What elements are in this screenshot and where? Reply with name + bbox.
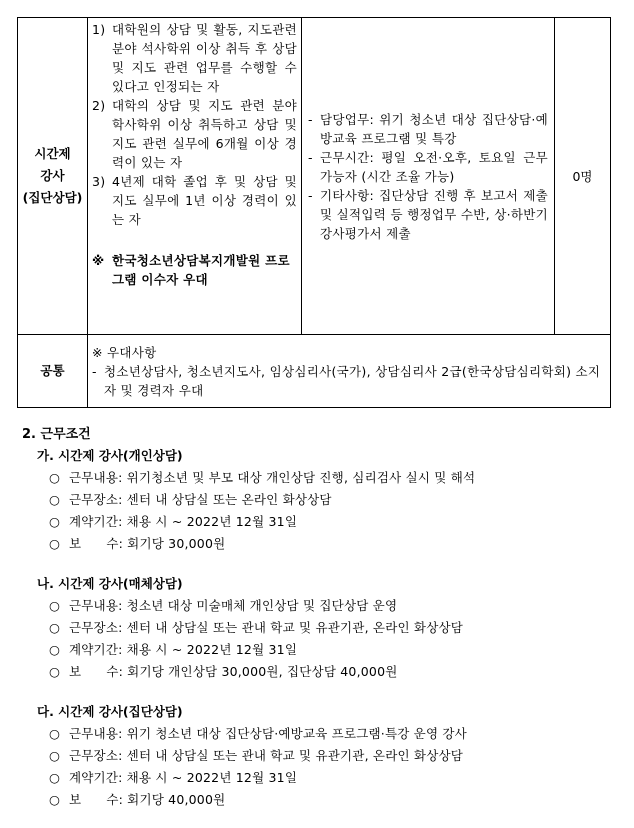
list-item bbox=[308, 186, 548, 243]
list-item bbox=[49, 723, 622, 745]
item-text: 근무내용: 위기 청소년 대상 집단상담·예방교육 프로그램·특강 운영 강사 bbox=[69, 726, 467, 741]
note-text: 한국청소년상담복지개발원 프로그램 이수자 우대 bbox=[112, 253, 290, 287]
duties-list bbox=[308, 110, 548, 243]
circle-bullet-icon: ○ bbox=[49, 620, 61, 635]
list-item bbox=[49, 789, 622, 811]
common-label: 공통 bbox=[40, 363, 65, 378]
headcount-cell bbox=[555, 18, 611, 335]
circle-bullet-icon: ○ bbox=[49, 792, 61, 807]
list-item bbox=[49, 745, 622, 767]
subsection-title: 가. 시간제 강사(개인상담) bbox=[37, 448, 183, 463]
preference-title: ※ 우대사항 bbox=[92, 344, 157, 360]
requirement-text: 대학의 상담 및 지도 관련 분야 학사학위 이상 취득하고 상담 및 지도 관련 실무에 6개월 이상 경력이 있는 자 bbox=[112, 98, 297, 170]
list-item bbox=[49, 617, 622, 639]
list-item bbox=[49, 467, 622, 489]
list-item bbox=[92, 172, 297, 229]
duty-text: 기타사항: 집단상담 진행 후 보고서 제출 및 실적입력 등 행정업무 수반, 상·하반기 강사평가서 제출 bbox=[320, 187, 548, 241]
dash-mark: - bbox=[308, 111, 313, 127]
list-item bbox=[49, 639, 622, 661]
list-item bbox=[49, 767, 622, 789]
duty-text: 근무시간: 평일 오전·오후, 토요일 근무가능자 (시간 조율 가능) bbox=[320, 149, 548, 184]
work-conditions-section bbox=[22, 425, 622, 811]
dash-mark: - bbox=[92, 363, 97, 379]
item-text: 근무장소: 센터 내 상담실 또는 관내 학교 및 유관기관, 온라인 화상상담 bbox=[69, 620, 464, 635]
list-item bbox=[49, 533, 622, 555]
common-label-cell bbox=[18, 335, 88, 408]
subsection-title: 다. 시간제 강사(집단상담) bbox=[37, 704, 183, 719]
list-item bbox=[49, 661, 622, 683]
preference-note bbox=[92, 251, 297, 289]
position-label-cell bbox=[18, 18, 88, 335]
circle-bullet-icon: ○ bbox=[49, 514, 61, 529]
item-text: 근무장소: 센터 내 상담실 또는 온라인 화상상담 bbox=[69, 492, 332, 507]
position-label-line: 강사 bbox=[40, 168, 65, 183]
item-number: 2) bbox=[92, 98, 106, 113]
requirement-text: 4년제 대학 졸업 후 및 상담 및 지도 실무에 1년 이상 경력이 있는 자 bbox=[112, 174, 297, 227]
position-label-line: 시간제 bbox=[34, 146, 71, 161]
duty-text: 담당업무: 위기 청소년 대상 집단상담·예방교육 프로그램 및 특강 bbox=[320, 111, 548, 146]
item-text: 보 수: 회기당 30,000원 bbox=[69, 536, 226, 551]
list-item bbox=[308, 110, 548, 148]
item-text: 근무내용: 청소년 대상 미술매체 개인상담 및 집단상담 운영 bbox=[69, 598, 398, 613]
list-item bbox=[92, 96, 297, 172]
circle-bullet-icon: ○ bbox=[49, 492, 61, 507]
common-preference-cell bbox=[88, 335, 611, 408]
list-item bbox=[49, 595, 622, 617]
subsection-individual bbox=[37, 445, 622, 555]
subsection-title: 나. 시간제 강사(매체상담) bbox=[37, 576, 183, 591]
circle-bullet-icon: ○ bbox=[49, 770, 61, 785]
circle-bullet-icon: ○ bbox=[49, 536, 61, 551]
circle-bullet-icon: ○ bbox=[49, 748, 61, 763]
recruitment-table bbox=[17, 17, 611, 408]
item-text: 근무내용: 위기청소년 및 부모 대상 개인상담 진행, 심리검사 실시 및 해석 bbox=[69, 470, 476, 485]
duties-cell bbox=[302, 18, 555, 335]
subsection-group bbox=[37, 701, 622, 811]
headcount-value: 0명 bbox=[572, 169, 593, 184]
circle-bullet-icon: ○ bbox=[49, 642, 61, 657]
requirements-list bbox=[92, 20, 297, 229]
circle-bullet-icon: ○ bbox=[49, 664, 61, 679]
item-number: 1) bbox=[92, 22, 106, 37]
requirements-cell bbox=[88, 18, 302, 335]
item-text: 계약기간: 채용 시 ~ 2022년 12월 31일 bbox=[69, 514, 298, 529]
section-title: 2. 근무조건 bbox=[22, 427, 91, 442]
preference-line bbox=[92, 362, 606, 400]
subsection-media bbox=[37, 573, 622, 683]
table-row bbox=[18, 335, 611, 408]
circle-bullet-icon: ○ bbox=[49, 470, 61, 485]
position-label-line: (집단상담) bbox=[22, 190, 83, 205]
table-row bbox=[18, 18, 611, 335]
dash-mark: - bbox=[308, 187, 313, 203]
item-text: 근무장소: 센터 내 상담실 또는 관내 학교 및 유관기관, 온라인 화상상담 bbox=[69, 748, 464, 763]
list-item bbox=[49, 489, 622, 511]
list-item bbox=[49, 511, 622, 533]
item-text: 계약기간: 채용 시 ~ 2022년 12월 31일 bbox=[69, 642, 298, 657]
item-text: 보 수: 회기당 40,000원 bbox=[69, 792, 226, 807]
list-item bbox=[92, 20, 297, 96]
dash-mark: - bbox=[308, 149, 313, 165]
circle-bullet-icon: ○ bbox=[49, 726, 61, 741]
item-number: 3) bbox=[92, 174, 106, 189]
preference-text: 청소년상담사, 청소년지도사, 임상심리사(국가), 상담심리사 2급(한국상담심리학회) 소지자 및 경력자 우대 bbox=[104, 363, 601, 398]
circle-bullet-icon: ○ bbox=[49, 598, 61, 613]
requirement-text: 대학원의 상담 및 활동, 지도관련분야 석사학위 이상 취득 후 상담 및 지도 관련 업무를 수행할 수 있다고 인정되는 자 bbox=[112, 22, 297, 94]
item-text: 계약기간: 채용 시 ~ 2022년 12월 31일 bbox=[69, 770, 298, 785]
note-mark: ※ bbox=[92, 253, 105, 268]
list-item bbox=[308, 148, 548, 186]
item-text: 보 수: 회기당 개인상담 30,000원, 집단상담 40,000원 bbox=[69, 664, 398, 679]
